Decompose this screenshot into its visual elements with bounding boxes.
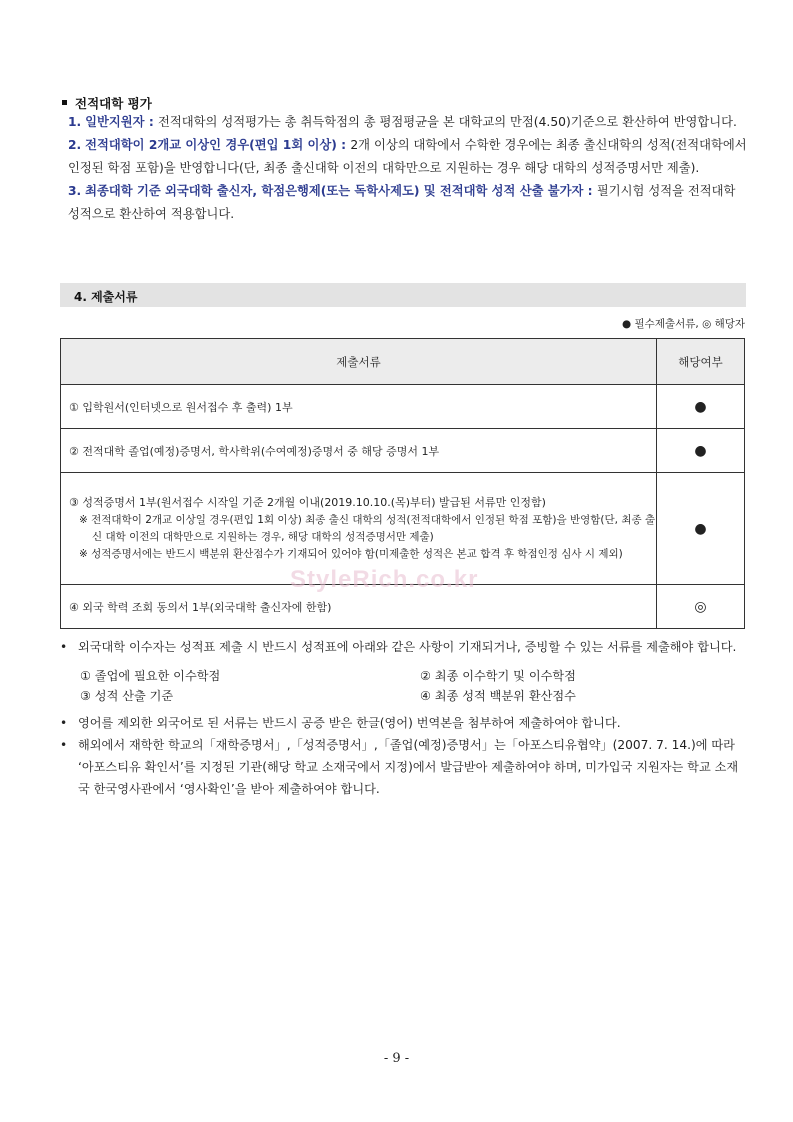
table-row	[61, 385, 745, 429]
note-item: • 영어를 제외한 외국어로 된 서류는 반드시 공증 받은 한글(영어) 번역본을 첨부하여 제출하여야 합니다.	[60, 712, 748, 734]
watermark: StyleRich.co.kr	[290, 566, 479, 593]
doc-cell: ① 입학원서(인터넷으로 원서접수 후 출력) 1부	[61, 385, 657, 429]
header-documents: 제출서류	[61, 339, 657, 385]
bullet-icon: •	[60, 640, 68, 654]
required-mark-icon: ●	[657, 385, 745, 429]
section-title: 전적대학 평가	[62, 94, 152, 112]
required-mark-icon: ●	[657, 429, 745, 473]
doc-cell: ③ 성적증명서 1부(원서접수 시작일 기준 2개월 이내(2019.10.10.(목)부터) 발급된 서류만 인정함) ※ 전적대학이 2개교 이상일 경우(편입 1회 이상) 최종 출신 대학의 성적(전적대학에서 인정된 학점 포함)을 반영함(단, 최종 출신 대학 이전의 대학만으로 지원하는 경우, 해당 대학의 성적증명서만 제출) ※ 성적증명서에는 반드시 백분위 환산점수가 기재되어 있어야 함(미제출한 성적은 본교 합격 후 학점인정 심사 시 제외)	[61, 473, 657, 585]
required-item: ② 최종 이수학기 및 이수학점	[420, 669, 576, 683]
bullet-icon: •	[60, 716, 68, 730]
required-mark-icon: ●	[657, 473, 745, 585]
applicable-mark-icon: ◎	[657, 585, 745, 629]
note-item: • 해외에서 재학한 학교의「재학증명서」,「성적증명서」,「졸업(예정)증명서」는「아포스티유협약」(2007. 7. 14.)에 따라 ‘아포스티유 확인서’를 지정된 기관(해당 학교 소재국에서 지정)에서 발급받아 제출하여야 하며, 미가입국 지원자는 학교 소재국 한국영사관에서 ‘영사확인’을 받아 제출하여야 합니다.	[60, 734, 748, 800]
doc-cell: ④ 외국 학력 조회 동의서 1부(외국대학 출신자에 한함)	[61, 585, 657, 629]
table-header-row	[61, 339, 745, 385]
doc-cell: ② 전적대학 졸업(예정)증명서, 학사학위(수여예정)증명서 중 해당 증명서 1부	[61, 429, 657, 473]
eval-item-1: 1. 일반지원자 : 전적대학의 성적평가는 총 취득학점의 총 평점평균을 본 대학교의 만점(4.50)기준으로 환산하여 반영합니다.	[68, 115, 737, 129]
eval-item-2: 2. 전적대학이 2개교 이상인 경우(편입 1회 이상) : 2개 이상의 대학에서 수학한 경우에는 최종 출신대학의 성적(전적대학에서 인정된 학점 포함)을 반영합니다(단, 최종 출신대학 이전의 대학만으로 지원하는 경우 해당 대학의 성적증명서만 제출).	[68, 138, 747, 175]
table-note: ※ 성적증명서에는 반드시 백분위 환산점수가 기재되어 있어야 함(미제출한 성적은 본교 합격 후 학점인정 심사 시 제외)	[79, 548, 623, 560]
table-row	[61, 429, 745, 473]
evaluation-list	[68, 111, 748, 226]
square-bullet-icon	[62, 100, 67, 105]
eval-item-3: 3. 최종대학 기준 외국대학 출신자, 학점은행제(또는 독학사제도) 및 전적대학 성적 산출 불가자 : 필기시험 성적을 전적대학 성적으로 환산하여 적용합니다.	[68, 184, 736, 221]
required-item: ④ 최종 성적 백분위 환산점수	[420, 689, 576, 703]
page-number: - 9 -	[383, 1051, 410, 1066]
required-item: ① 졸업에 필요한 이수학점	[80, 669, 221, 683]
required-item: ③ 성적 산출 기준	[80, 689, 174, 703]
required-items-grid	[60, 666, 748, 706]
table-legend: ● 필수제출서류, ◎ 해당자	[622, 318, 745, 330]
table-note: ※ 전적대학이 2개교 이상일 경우(편입 1회 이상) 최종 출신 대학의 성적(전적대학에서 인정된 학점 포함)을 반영함(단, 최종 출신 대학 이전의 대학만으로 지원하는 경우, 해당 대학의 성적증명서만 제출)	[79, 514, 656, 543]
bullet-icon: •	[60, 738, 68, 752]
header-applicable: 해당여부	[657, 339, 745, 385]
notes-list	[60, 636, 748, 800]
note-item: • 외국대학 이수자는 성적표 제출 시 반드시 성적표에 아래와 같은 사항이 기재되거나, 증빙할 수 있는 서류를 제출해야 합니다.	[60, 636, 748, 658]
documents-section-header: 4. 제출서류	[60, 283, 746, 307]
